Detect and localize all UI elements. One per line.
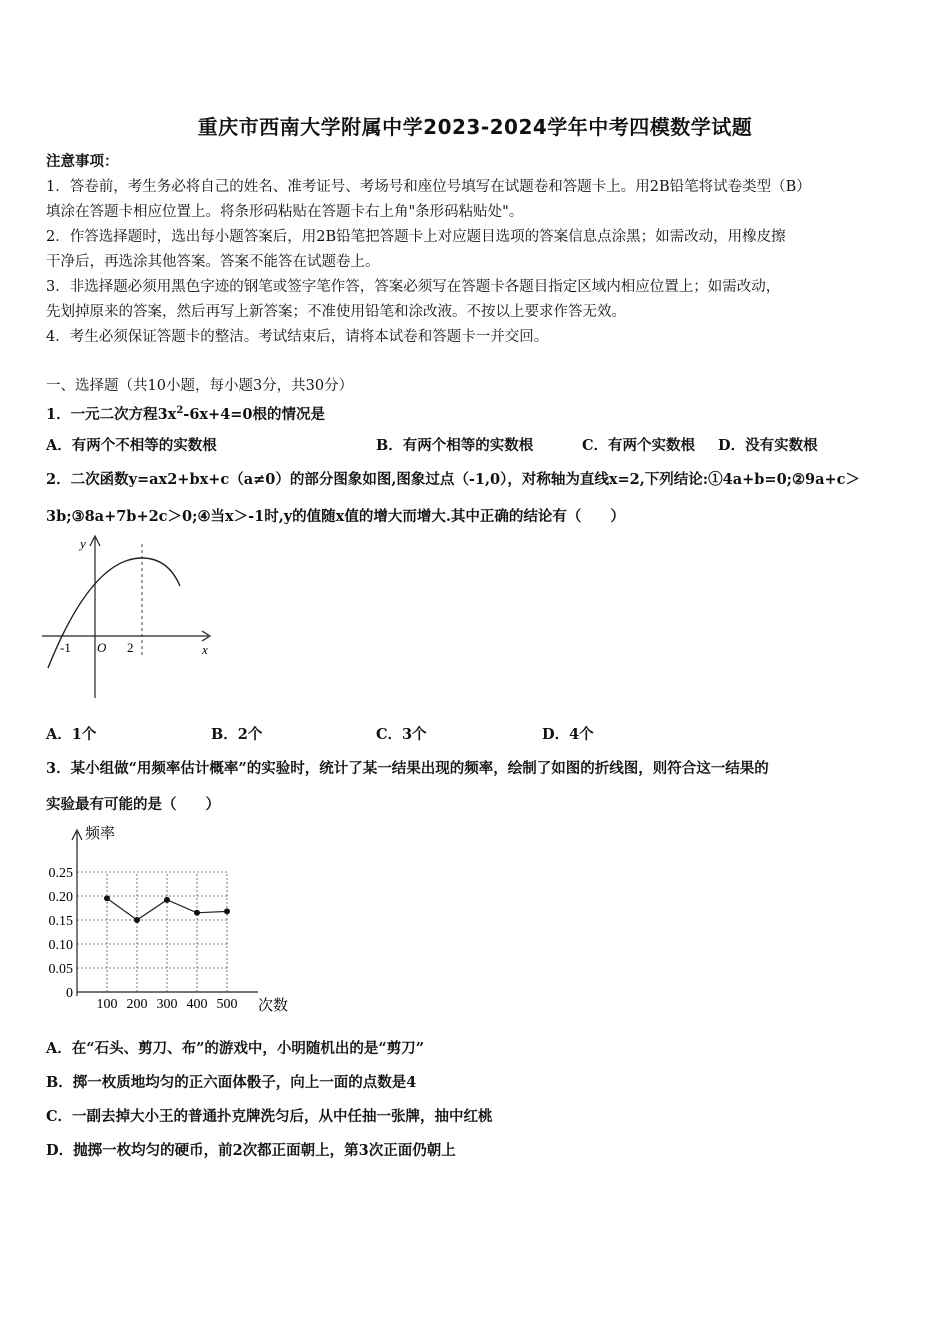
notice-line: 2．作答选择题时，选出每小题答案后，用2B铅笔把答题卡上对应题目选项的答案信息点涂黑；如需改动，用橡皮擦 bbox=[46, 229, 786, 245]
q3-option-a: A．在“石头、剪刀、布”的游戏中，小明随机出的是“剪刀” bbox=[46, 1040, 425, 1057]
origin-label: O bbox=[97, 640, 107, 655]
notice-line: 干净后，再选涂其他答案。答案不能答在试题卷上。 bbox=[46, 254, 380, 270]
question-2-line1: 2．二次函数y=ax2+bx+c（a≠0）的部分图象如图,图象过点（-1,0），对称轴为直线x=2,下列结论:①4a+b=0;②9a+c＞ bbox=[46, 471, 860, 488]
q3-option-d: D．抛掷一枚均匀的硬币，前2次都正面朝上，第3次正面仍朝上 bbox=[46, 1142, 456, 1159]
question-3-line1: 3．某小组做“用频率估计概率”的实验时，统计了某一结果出现的频率，绘制了如图的折线图，则符合这一结果的 bbox=[46, 760, 769, 777]
data-point bbox=[194, 910, 200, 916]
parabola-graph bbox=[40, 530, 220, 702]
q1-option-c: C．有两个实数根 bbox=[582, 437, 696, 454]
question-2-line2: 3b;③8a+7b+2c＞0;④当x＞-1时,y的值随x值的增大而增大.其中正确的结论有（ ） bbox=[46, 508, 625, 525]
y-tick-label: 0.15 bbox=[48, 914, 73, 929]
question-1-stem bbox=[46, 401, 325, 425]
x-tick-label: 400 bbox=[186, 997, 208, 1012]
axis-2-label: 2 bbox=[127, 640, 134, 655]
question-3-line2: 实验最有可能的是（ ） bbox=[46, 796, 220, 813]
chart-y-label: 频率 bbox=[85, 826, 116, 842]
q1-option-a: A．有两个不相等的实数根 bbox=[46, 437, 217, 454]
notice-line: 1．答卷前，考生务必将自己的姓名、准考证号、考场号和座位号填写在试题卷和答题卡上。用2B铅笔将试卷类型（B） bbox=[46, 179, 811, 195]
q1-option-b: B．有两个相等的实数根 bbox=[376, 437, 534, 454]
q1-stem-post: -6x+4=0根的情况是 bbox=[183, 405, 326, 423]
y-tick-label: 0.05 bbox=[48, 962, 73, 977]
root-label: -1 bbox=[60, 640, 71, 655]
y-tick-label: 0.20 bbox=[48, 890, 73, 905]
notice-line: 3．非选择题必须用黑色字迹的钢笔或签字笔作答，答案必须写在答题卡各题目指定区域内相应位置上；如需改动， bbox=[46, 279, 781, 295]
frequency-line-chart bbox=[40, 820, 310, 1020]
x-tick-label: 200 bbox=[126, 997, 148, 1012]
x-tick-label: 500 bbox=[216, 997, 238, 1012]
x-tick-label: 300 bbox=[156, 997, 178, 1012]
notice-heading: 注意事项： bbox=[46, 153, 119, 170]
q3-option-b: B．掷一枚质地均匀的正六面体骰子，向上一面的点数是4 bbox=[46, 1074, 417, 1091]
chart-grid bbox=[77, 872, 227, 992]
q2-option-c: C．3个 bbox=[376, 726, 427, 743]
y-axis-label: y bbox=[80, 536, 86, 551]
notice-line: 先划掉原来的答案，然后再写上新答案；不准使用铅笔和涂改液。不按以上要求作答无效。 bbox=[46, 304, 626, 320]
q2-option-a: A．1个 bbox=[46, 726, 97, 743]
q1-option-d: D．没有实数根 bbox=[718, 437, 818, 454]
data-point bbox=[134, 917, 140, 923]
page-title: 重庆市西南大学附属中学2023-2024学年中考四模数学试题 bbox=[197, 115, 753, 139]
y-tick-label: 0.10 bbox=[48, 938, 73, 953]
q3-option-c: C．一副去掉大小王的普通扑克牌洗匀后，从中任抽一张牌，抽中红桃 bbox=[46, 1108, 493, 1125]
section-heading: 一、选择题（共10小题，每小题3分，共30分） bbox=[46, 378, 354, 394]
y-tick-label: 0.25 bbox=[48, 866, 73, 881]
q1-stem-sup: 2 bbox=[176, 405, 184, 416]
q1-stem-pre: 1．一元二次方程3x bbox=[46, 405, 177, 423]
chart-x-label: 次数 bbox=[258, 998, 289, 1014]
x-axis-label: x bbox=[202, 642, 208, 657]
q2-option-b: B．2个 bbox=[211, 726, 263, 743]
q2-option-d: D．4个 bbox=[542, 726, 594, 743]
notice-line: 4．考生必须保证答题卡的整洁。考试结束后，请将本试卷和答题卡一并交回。 bbox=[46, 329, 549, 345]
notice-line: 填涂在答题卡相应位置上。将条形码粘贴在答题卡右上角"条形码粘贴处"。 bbox=[46, 204, 524, 220]
x-tick-label: 100 bbox=[96, 997, 118, 1012]
data-point bbox=[164, 897, 170, 903]
y-tick-label: 0 bbox=[66, 986, 73, 1001]
data-point bbox=[224, 908, 230, 914]
data-point bbox=[104, 895, 110, 901]
